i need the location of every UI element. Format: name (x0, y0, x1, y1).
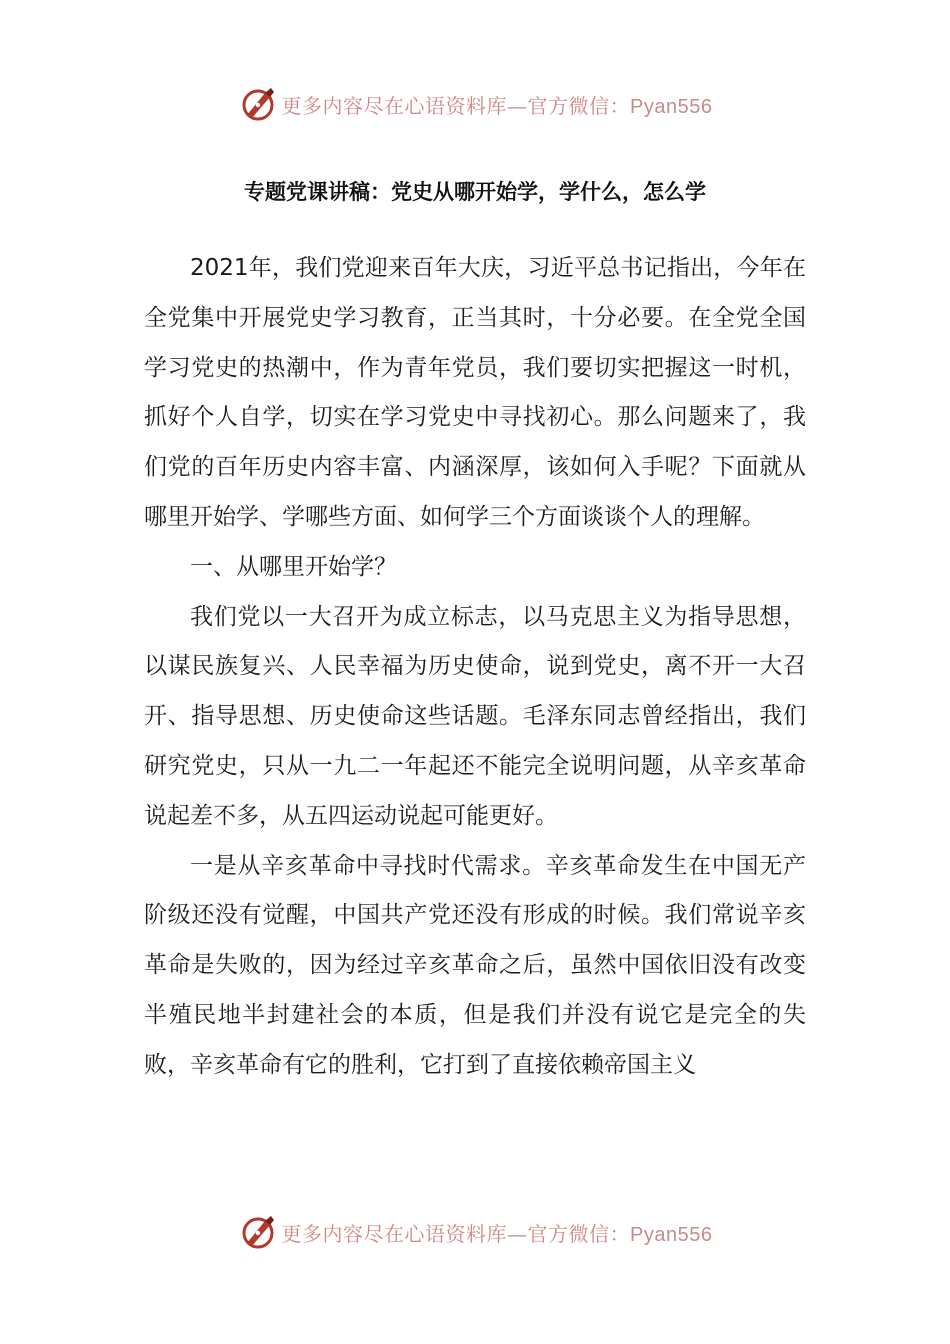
document-title: 专题党课讲稿：党史从哪开始学，学什么，怎么学 (244, 180, 706, 204)
footer-banner-text: 更多内容尽在心语资料库—官方微信：Pyan556 (281, 1221, 713, 1246)
header-banner-text: 更多内容尽在心语资料库—官方微信：Pyan556 (281, 93, 713, 118)
document-body (144, 244, 806, 1091)
footer-banner (0, 1210, 950, 1254)
section-heading: 一、从哪里开始学？ (190, 553, 397, 580)
paragraph-xinhai-revolution: 一是从辛亥革命中寻找时代需求。辛亥革命发生在中国无产阶级还没有觉醒，中国共产党还没有形成的时候。我们常说辛亥革命是失败的，因为经过辛亥革命之后，虽然中国依旧没有改变半殖民地半封建社会的本质，但是我们并没有说它是完全的失败，辛亥革命有它的胜利，它打到了直接依赖帝国主义 (144, 852, 806, 1078)
header-wechat-id: Pyan556 (630, 95, 713, 118)
paragraph-party-history: 我们党以一大召开为成立标志，以马克思主义为指导思想，以谋民族复兴、人民幸福为历史使命，说到党史，离不开一大召开、指导思想、历史使命这些话题。毛泽东同志曾经指出，我们研究党史，只从一九二一年起还不能完全说明问题，从辛亥革命说起差不多，从五四运动说起可能更好。 (144, 603, 806, 829)
footer-wechat-id: Pyan556 (630, 1223, 713, 1246)
paragraph-intro: 2021年，我们党迎来百年大庆，习近平总书记指出，今年在全党集中开展党史学习教育，正当其时，十分必要。在全党全国学习党史的热潮中，作为青年党员，我们要切实把握这一时机，抓好个人自学，切实在学习党史中寻找初心。那么问题来了，我们党的百年历史内容丰富、内涵深厚，该如何入手呢？下面就从哪里开始学、学哪些方面、如何学三个方面谈谈个人的理解。 (144, 255, 806, 530)
pen-nib-circle-icon (238, 1212, 278, 1252)
pen-nib-circle-icon (238, 84, 278, 124)
header-banner (0, 82, 950, 126)
